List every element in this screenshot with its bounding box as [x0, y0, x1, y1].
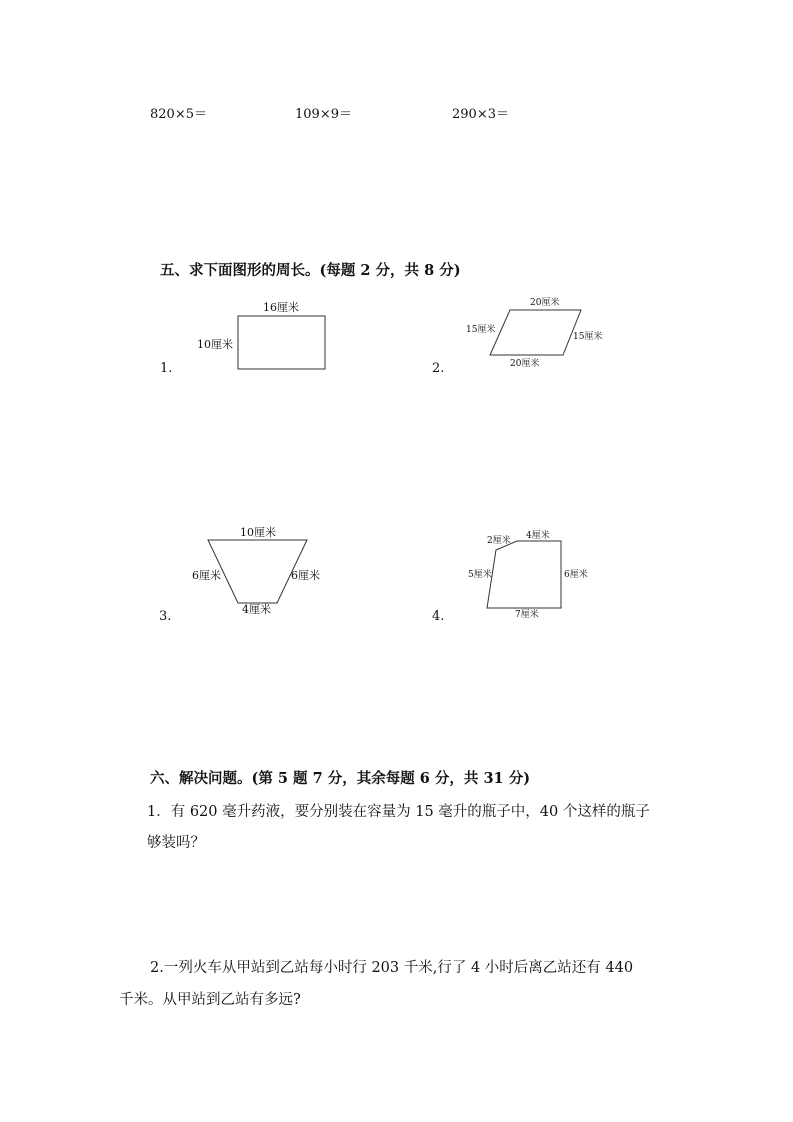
para-left-label: 15厘米 — [466, 325, 496, 335]
figure-3-number: 3. — [159, 609, 172, 624]
pent-corner-label: 2厘米 — [487, 536, 511, 546]
para-right-label: 15厘米 — [573, 332, 603, 342]
trap-left-label: 6厘米 — [192, 569, 221, 582]
calc-3: 290×3＝ — [452, 107, 509, 122]
section6-heading: 六、解决问题。(第 5 题 7 分，其余每题 6 分，共 31 分) — [150, 770, 531, 787]
trap-bottom-label: 4厘米 — [242, 603, 271, 616]
para-top-label: 20厘米 — [530, 298, 560, 308]
question-2-line-2: 千米。从甲站到乙站有多远? — [119, 992, 301, 1008]
pent-bottom-label: 7厘米 — [515, 610, 539, 620]
para-bottom-label: 20厘米 — [510, 359, 540, 369]
section5-heading: 五、求下面图形的周长。(每题 2 分，共 8 分) — [160, 262, 461, 279]
pent-left-label: 5厘米 — [468, 570, 492, 580]
rect-left-label: 10厘米 — [197, 338, 233, 351]
pent-top-label: 4厘米 — [526, 531, 550, 541]
question-2-line-1: 2.一列火车从甲站到乙站每小时行 203 千米,行了 4 小时后离乙站还有 440 — [150, 960, 634, 976]
figure-4-number: 4. — [432, 609, 445, 624]
pent-right-label: 6厘米 — [564, 570, 588, 580]
question-1-line-2: 够装吗？ — [147, 835, 205, 851]
trap-top-label: 10厘米 — [240, 526, 276, 539]
question-1-line-1: 1．有 620 毫升药液，要分别装在容量为 15 毫升的瓶子中，40 个这样的瓶子 — [147, 804, 650, 820]
figure-1-number: 1. — [160, 361, 173, 376]
calc-2: 109×9＝ — [295, 107, 352, 122]
rect-top-label: 16厘米 — [263, 301, 299, 314]
figure-2-number: 2. — [432, 361, 445, 376]
trap-right-label: 6厘米 — [291, 569, 320, 582]
calc-1: 820×5＝ — [150, 107, 207, 122]
